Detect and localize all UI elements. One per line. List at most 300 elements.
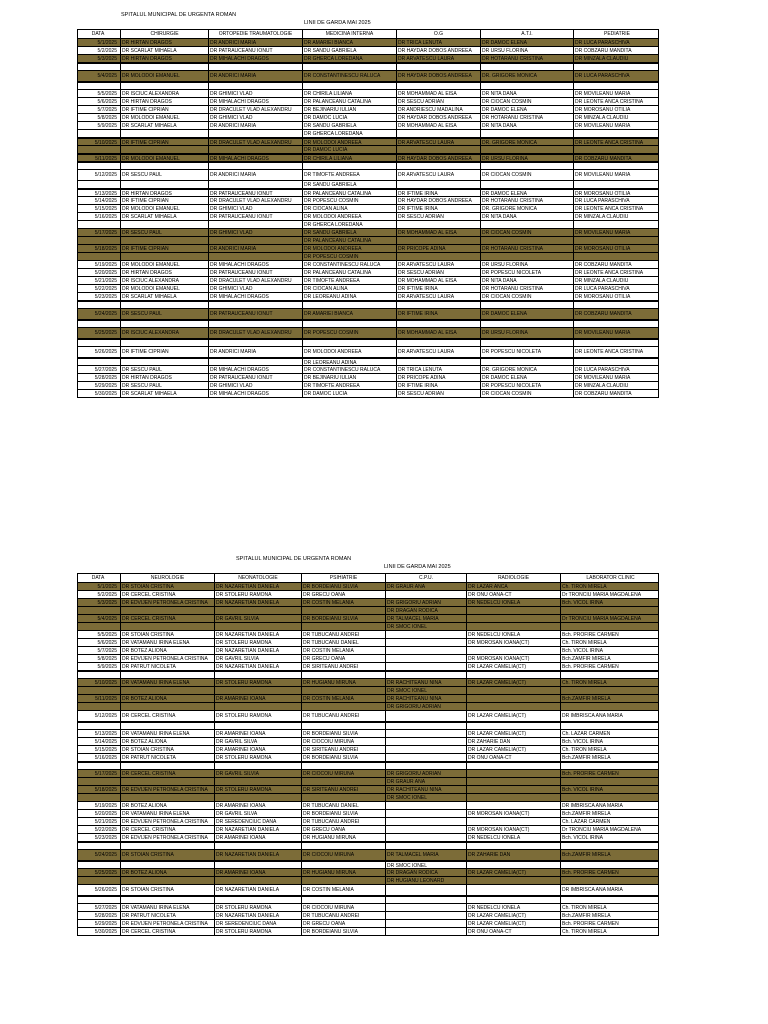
dept-cell: DR GHIMICI VLAD (208, 382, 302, 389)
dept-cell: DR SIRITEANU ANDREI (301, 786, 385, 793)
date-cell: 5/14/2025 (94, 739, 117, 745)
dept-cell: DR ANDRICI MARIA (208, 245, 302, 252)
dept-cell: DR MOVILEANU MARIA (573, 328, 660, 338)
dept-cell: DR AMARINEI IOANA (214, 730, 301, 737)
dept-cell: DR COBZARU MANDITA (573, 390, 660, 397)
dept-cell: DR HUGIANU LEONARD (385, 877, 466, 884)
date-cell (78, 794, 120, 801)
dept-cell (385, 904, 466, 911)
dept-cell (301, 607, 385, 614)
dept-cell: DR BORDEIANU SILVIA (301, 730, 385, 737)
dept-cell (560, 763, 660, 769)
dept-cell: DR MIHALACHI DRAGOS (208, 55, 302, 62)
dept-cell: DR GHERCA LOREDANA (302, 221, 396, 228)
date-cell: 5/22/2025 (94, 286, 117, 292)
dept-cell (466, 778, 560, 785)
column-header: NEUROLOGIE (120, 574, 214, 582)
table-row (78, 753, 658, 761)
continuation-row (78, 777, 658, 785)
dept-cell: DR BORDEIANU SILVIA (301, 810, 385, 817)
dept-cell: DR BORDEIANU SILVIA (301, 615, 385, 622)
date-cell: 5/18/2025 (94, 246, 117, 252)
dept-cell: DR CIOCAN ALINA (302, 205, 396, 212)
dept-cell (573, 237, 660, 244)
dept-cell (560, 623, 660, 630)
dept-cell: DR POPESCU NICOLETA (480, 382, 573, 389)
table-row (78, 630, 658, 638)
dept-cell: DR MIHALACHI DRAGOS (208, 98, 302, 105)
date-cell (78, 83, 120, 89)
dept-cell: DR. GRIGORE MONICA (480, 205, 573, 212)
date-cell: 5/20/2025 (94, 811, 117, 817)
dept-cell: DR ISCIUC ALEXANDRA (120, 277, 208, 284)
dept-cell: DR URSU FLORINA (480, 155, 573, 161)
dept-cell: DR TUBUCANU ANDREI (301, 818, 385, 825)
dept-cell (208, 146, 302, 153)
dept-cell (480, 130, 573, 137)
dept-cell (480, 146, 573, 153)
column-header: A.T.I. (480, 30, 573, 38)
dept-cell: DR HAYDAR DOBOS ANDREEA (396, 71, 480, 81)
dept-cell: DR LUCA PARASCHIVA (573, 39, 660, 46)
dept-cell (385, 897, 466, 903)
date-cell: 5/18/2025 (94, 787, 117, 793)
dept-cell (120, 83, 208, 89)
dept-cell (480, 340, 573, 346)
date-cell: 5/10/2025 (94, 140, 117, 145)
dept-cell (385, 591, 466, 598)
dept-cell: DR BOTEZ ALIONA (120, 695, 214, 702)
dept-cell (385, 672, 466, 678)
dept-cell (385, 746, 466, 753)
dept-cell (560, 672, 660, 678)
dept-cell: DR HUGIANU MIRUNA (301, 834, 385, 841)
dept-cell: DR NITA DANA (480, 90, 573, 97)
continuation-row (78, 81, 658, 89)
dept-cell: DR GRECU OANA (301, 591, 385, 598)
continuation-row (78, 895, 658, 903)
dept-cell: DR MOHAMMAD AL EISA (396, 328, 480, 338)
dept-cell: DR STOLERU RAMONA (214, 639, 301, 646)
dept-cell: DR SESCU PAUL (120, 229, 208, 236)
dept-cell: DR MOLODOI ANDREEA (302, 347, 396, 357)
dept-cell: DR LAZAR ANCA (466, 583, 560, 590)
dept-cell (301, 763, 385, 769)
dept-cell (120, 723, 214, 729)
table-row (78, 153, 658, 161)
dept-cell: DR HAYDAR DOBOS ANDREEA (396, 114, 480, 121)
table-row (78, 785, 658, 793)
dept-cell: DR PATRAUCEANU IONUT (208, 213, 302, 220)
dept-cell: DR HIRTAN DRAGOS (120, 55, 208, 62)
dept-cell: Bch.ZAMFIR MIRELA (560, 655, 660, 662)
dept-cell: DR DAMOC ELENA (480, 190, 573, 196)
table-row (78, 614, 658, 622)
dept-cell (120, 146, 208, 153)
dept-cell: Bch. VICOL IRINA (560, 738, 660, 745)
date-cell: 5/7/2025 (97, 648, 117, 654)
dept-cell: DR MOROSAN IOANA(CT) (466, 639, 560, 646)
dept-cell: DR SIRITEANU ANDREI (301, 746, 385, 753)
dept-cell (573, 302, 660, 308)
table-row (78, 729, 658, 737)
date-cell: 5/15/2025 (94, 747, 117, 753)
continuation-row (78, 606, 658, 614)
dept-cell: DR HIRTAN DRAGOS (120, 39, 208, 46)
roster-title: LINII DE GARDA MAI 2025 (384, 564, 451, 570)
dept-cell: DR. GRIGORE MONICA (480, 366, 573, 373)
dept-cell (301, 687, 385, 694)
dept-cell: DR CONSTANTINESCU RALUCA (302, 261, 396, 268)
dept-cell: Bch. PROFIRE CARMEN (560, 631, 660, 638)
dept-cell (396, 340, 480, 346)
date-cell: 5/27/2025 (94, 905, 117, 911)
dept-cell: DR COBZARU MANDITA (573, 47, 660, 54)
date-cell: 5/5/2025 (97, 632, 117, 638)
dept-cell: DR ARVATESCU LAURA (396, 261, 480, 268)
date-cell: 5/15/2025 (94, 206, 117, 212)
dept-cell (466, 862, 560, 868)
dept-cell: DR NEDELCU IONELA (466, 904, 560, 911)
dept-cell: DR NEDELCU IONELA (466, 599, 560, 606)
dept-cell: DR GAVRIL SILVA (214, 738, 301, 745)
dept-cell: DR STOIAN CRISTINA (120, 850, 214, 860)
dept-cell (560, 778, 660, 785)
dept-cell (120, 237, 208, 244)
dept-cell (385, 810, 466, 817)
dept-cell (302, 83, 396, 89)
dept-cell (480, 64, 573, 70)
dept-cell: DR POPESCU COSMIN (302, 253, 396, 260)
dept-cell: DR TUBUCANU DANIEL (301, 802, 385, 809)
continuation-row (78, 702, 658, 710)
dept-cell (385, 723, 466, 729)
dept-cell (120, 253, 208, 260)
dept-cell (385, 663, 466, 670)
dept-cell: DR DRACULET VLAD ALEXANDRU (208, 277, 302, 284)
dept-cell: DR MOVILEANU MARIA (573, 374, 660, 381)
dept-cell: DR RACHITEANU NINA (385, 679, 466, 686)
dept-cell: DR IMBRISCA ANA MARIA (560, 802, 660, 809)
continuation-row (78, 841, 658, 849)
dept-cell: DR CIOCOIU MIRUNA (301, 770, 385, 777)
dept-cell: DR LEONTE ANCA CRISTINA (573, 139, 660, 145)
table-row (78, 646, 658, 654)
date-cell: 5/9/2025 (97, 664, 117, 670)
table-row (78, 196, 658, 204)
date-cell: 5/8/2025 (97, 656, 117, 662)
dept-cell (466, 607, 560, 614)
dept-cell: DR HOTARANU CRISTINA (480, 55, 573, 62)
dept-cell: DR TRICA LENUTA (396, 39, 480, 46)
date-cell: 5/19/2025 (94, 262, 117, 268)
dept-cell (396, 359, 480, 365)
dept-cell (301, 862, 385, 868)
dept-cell: DR GHIMICI VLAD (208, 90, 302, 97)
table-row (78, 903, 658, 911)
dept-cell: DR CIOCAN COSMIN (480, 390, 573, 397)
date-cell (78, 897, 120, 903)
table-row (78, 204, 658, 212)
dept-cell: DR STOLERU RAMONA (214, 904, 301, 911)
date-cell: 5/1/2025 (97, 40, 117, 46)
table-row (78, 228, 658, 236)
dept-cell: DR STOLERU RAMONA (214, 679, 301, 686)
dept-cell (301, 723, 385, 729)
dept-cell (302, 64, 396, 70)
table-row (78, 638, 658, 646)
table-row (78, 590, 658, 598)
dept-cell (208, 181, 302, 188)
dept-cell (120, 672, 214, 678)
dept-cell: DR MOLODOI EMANUEL (120, 205, 208, 212)
dept-cell (385, 711, 466, 721)
dept-cell (480, 321, 573, 327)
dept-cell (396, 237, 480, 244)
table-row (78, 927, 658, 935)
dept-cell (396, 163, 480, 169)
continuation-row (78, 252, 658, 260)
dept-cell: DR BORDEIANU SILVIA (301, 754, 385, 761)
dept-cell: DR MIHALACHI DRAGOS (208, 293, 302, 300)
dept-cell: DR POPESCU NICOLETA (480, 347, 573, 357)
dept-cell: DR STOIAN CRISTINA (120, 885, 214, 895)
date-cell: 5/9/2025 (97, 123, 117, 129)
dept-cell: DR TALMACEL MARIA (385, 850, 466, 860)
dept-cell: DR GHERCA LOREDANA (302, 130, 396, 137)
dept-cell (480, 83, 573, 89)
dept-cell: DR SEREDENCIUC DANA (214, 920, 301, 927)
dept-cell: DR AMARINEI IOANA (214, 834, 301, 841)
dept-cell: DR ARVATESCU LAURA (396, 347, 480, 357)
dept-cell: DR NITA DANA (480, 122, 573, 129)
dept-cell: DR GRAUR ANA (385, 778, 466, 785)
dept-cell: DR STOLERU RAMONA (214, 786, 301, 793)
date-cell (78, 253, 120, 260)
dept-cell (480, 359, 573, 365)
dept-cell: DR SCARLAT MIHAELA (120, 47, 208, 54)
dept-cell: DR LEOREANU ADINA (302, 359, 396, 365)
dept-cell: Ch. TIRON MIRELA (560, 679, 660, 686)
dept-cell (385, 763, 466, 769)
dept-cell (573, 321, 660, 327)
dept-cell (466, 672, 560, 678)
dept-cell: DR GHIMICI VLAD (208, 229, 302, 236)
dept-cell: DR NAZARETIAN DANIELA (214, 885, 301, 895)
date-cell: 5/23/2025 (94, 835, 117, 841)
table-row (78, 327, 658, 338)
dept-cell: DR URSU FLORINA (480, 328, 573, 338)
dept-cell: DR CIOCAN COSMIN (480, 98, 573, 105)
dept-cell: DR TIMOFTE ANDREEA (302, 277, 396, 284)
dept-cell: DR IFTIME CIPRIAN (120, 139, 208, 145)
dept-cell (560, 897, 660, 903)
dept-cell: DR CHIRILA LILIANA (302, 155, 396, 161)
date-cell: 5/3/2025 (97, 56, 117, 62)
dept-cell: DR PATRUT NICOLETA (120, 754, 214, 761)
dept-cell: DR LAZAR CAMELIA(CT) (466, 912, 560, 919)
dept-cell: DR PATRAUCEANU IONUT (208, 309, 302, 319)
dept-cell: DR POPESCU COSMIN (302, 328, 396, 338)
dept-cell: DR GRAUR ANA (385, 583, 466, 590)
date-cell: 5/4/2025 (97, 73, 117, 79)
dept-cell: DR LEONTE ANCA CRISTINA (573, 205, 660, 212)
dept-cell (120, 843, 214, 849)
dept-cell (120, 302, 208, 308)
table-row (78, 868, 658, 876)
dept-cell (573, 181, 660, 188)
dept-cell: Ch. LAZAR CARMEN (560, 730, 660, 737)
dept-cell (120, 687, 214, 694)
dept-cell: DR SCARLAT MIHAELA (120, 122, 208, 129)
column-header: O.G (396, 30, 480, 38)
hospital-name: SPITALUL MUNICIPAL DE URGENTA ROMAN (121, 12, 237, 18)
column-header: LABORATOR CLINIC (560, 574, 660, 582)
dept-cell: DR GAVRIL SILVIA (214, 770, 301, 777)
roster-title: LINII DE GARDA MAI 2025 (304, 20, 371, 26)
dept-cell: DR STOLERU RAMONA (214, 711, 301, 721)
dept-cell: DR CIOCOIU MIRUNA (301, 904, 385, 911)
dept-cell (301, 623, 385, 630)
dept-cell: DR MOLODOI EMANUEL (120, 155, 208, 161)
date-cell: 5/17/2025 (94, 771, 117, 777)
dept-cell: DR POPESCU NICOLETA (480, 269, 573, 276)
table-row (78, 89, 658, 97)
dept-cell: DR NAZARETIAN DANIELA (214, 663, 301, 670)
date-cell (78, 146, 120, 153)
continuation-row (78, 319, 658, 327)
dept-cell: DR GRECU OANA (301, 920, 385, 927)
dept-cell (120, 221, 208, 228)
dept-cell (466, 802, 560, 809)
table-header-row (78, 574, 658, 582)
dept-cell: Bch. PROFIRE CARMEN (560, 770, 660, 777)
dept-cell: DR STOLERU RAMONA (214, 591, 301, 598)
dept-cell: DR GHIMICI VLAD (208, 285, 302, 292)
dept-cell (480, 181, 573, 188)
dept-cell: DR ARVATESCU LAURA (396, 139, 480, 145)
dept-cell: DR BOTEZ ALIONA (120, 738, 214, 745)
dept-cell: Ch. TIRON MIRELA (560, 746, 660, 753)
table-row (78, 46, 658, 54)
dept-cell: DR ZAHARIE DAN (466, 738, 560, 745)
dept-cell: DR PRICOPE ADINA (396, 245, 480, 252)
dept-cell: DR MOVILEANU MARIA (573, 229, 660, 236)
dept-cell (208, 237, 302, 244)
dept-cell: DR TUBUCANU ANDREI (301, 631, 385, 638)
dept-cell (480, 163, 573, 169)
dept-cell (208, 302, 302, 308)
dept-cell: DR MIHALACHI DRAGOS (208, 390, 302, 397)
dept-cell: DR GRECU OANA (301, 826, 385, 833)
dept-cell: DR GAVRIL SILVA (214, 810, 301, 817)
dept-cell: DR AMARIEI BIANCA (302, 39, 396, 46)
date-cell (78, 237, 120, 244)
dept-cell (396, 221, 480, 228)
dept-cell: DR EDVIJEN PETRONELA CRISTINA (120, 786, 214, 793)
dept-cell: DR BORDEIANU SILVIA (301, 928, 385, 935)
table-row (78, 381, 658, 389)
dept-cell: DR MINZALA CLAUDIU (573, 277, 660, 284)
dept-cell: DR PATRAUCEANU IONUT (208, 374, 302, 381)
dept-cell: DR CHIRILA LILIANA (302, 90, 396, 97)
dept-cell (214, 607, 301, 614)
dept-cell: DR PATRAUCEANU IONUT (208, 269, 302, 276)
dept-cell (301, 877, 385, 884)
dept-cell (573, 221, 660, 228)
dept-cell: DR DAMOC ELENA (480, 106, 573, 113)
dept-cell (208, 64, 302, 70)
dept-cell (466, 877, 560, 884)
dept-cell: DR LAZAR CAMELIA(CT) (466, 730, 560, 737)
continuation-row (78, 721, 658, 729)
dept-cell (120, 181, 208, 188)
dept-cell: DR TUBUCANU ANDREI (301, 711, 385, 721)
dept-cell (396, 302, 480, 308)
dept-cell: DR LEONTE ANCA CRISTINA (573, 98, 660, 105)
date-cell (78, 687, 120, 694)
dept-cell: DR ONU OANA-CT (466, 928, 560, 935)
column-header: C.P.U. (385, 574, 466, 582)
duty-roster-table (77, 573, 659, 936)
dept-cell: Bch. VICOL IRINA (560, 786, 660, 793)
date-cell (78, 163, 120, 169)
dept-cell: DR CONSTANTINESCU RALUCA (302, 366, 396, 373)
dept-cell: DR IFTIME CIPRIAN (120, 245, 208, 252)
dept-cell (466, 703, 560, 710)
table-row (78, 849, 658, 860)
dept-cell: DR CERCEL CRISTINA (120, 711, 214, 721)
dept-cell: DR GHIMICI VLAD (208, 205, 302, 212)
dept-cell: DR LAZAR CAMELIA(CT) (466, 746, 560, 753)
dept-cell: DR CERCEL CRISTINA (120, 928, 214, 935)
column-header: DATA (91, 31, 105, 37)
dept-cell (208, 221, 302, 228)
date-cell: 5/28/2025 (94, 375, 117, 381)
dept-cell: DR ISCIUC ALEXANDRA (120, 90, 208, 97)
dept-cell: DR IFTIME IRINA (396, 309, 480, 319)
dept-cell: DR CIOCAN COSMIN (480, 229, 573, 236)
table-row (78, 654, 658, 662)
dept-cell: DR COSTIN MELANIA (301, 599, 385, 606)
dept-cell (214, 623, 301, 630)
table-row (78, 919, 658, 927)
dept-cell: DR NAZARETIAN DANIELA (214, 599, 301, 606)
dept-cell (385, 912, 466, 919)
dept-cell (385, 885, 466, 895)
dept-cell: DR PALANCEANU CATALINA (302, 237, 396, 244)
dept-cell: DR MOROSANU OTILIA (573, 245, 660, 252)
dept-cell: DR MINZALA CLAUDIU (573, 114, 660, 121)
dept-cell: Bch.ZAMFIR MIRELA (560, 754, 660, 761)
date-cell: 5/21/2025 (94, 278, 117, 284)
dept-cell (560, 877, 660, 884)
table-row (78, 598, 658, 606)
dept-cell (385, 639, 466, 646)
dept-cell (120, 130, 208, 137)
dept-cell: DR COBZARU MANDITA (573, 309, 660, 319)
table-row (78, 105, 658, 113)
dept-cell: DR TALMACEL MARIA (385, 615, 466, 622)
continuation-row (78, 300, 658, 308)
date-cell (78, 340, 120, 346)
dept-cell: DR HAYDAR DOBOS ANDREEA (396, 47, 480, 54)
date-cell: 5/26/2025 (94, 349, 117, 355)
date-cell (78, 221, 120, 228)
column-header: PEDIATRIE (573, 30, 660, 38)
dept-cell: DR CIOCAN COSMIN (480, 170, 573, 180)
dept-cell: DR VATAMANU IRINA ELENA (120, 904, 214, 911)
